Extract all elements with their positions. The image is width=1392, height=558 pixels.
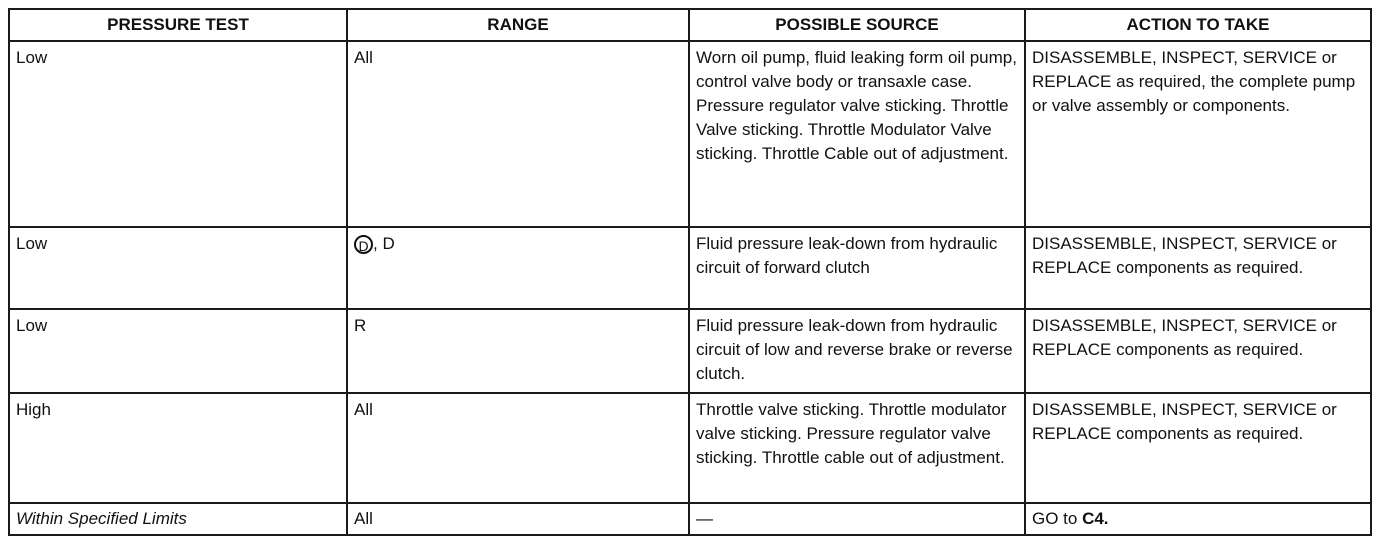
cell-pressure-test: Low: [9, 227, 347, 309]
cell-action: [1025, 503, 1371, 535]
cell-action: DISASSEMBLE, INSPECT, SERVICE or REPLACE components as required.: [1025, 227, 1371, 309]
cell-range: All: [347, 503, 689, 535]
table-header-row: [9, 9, 1371, 41]
cell-range: All: [347, 393, 689, 503]
range-text: , D: [373, 234, 395, 253]
cell-action: DISASSEMBLE, INSPECT, SERVICE or REPLACE components as required.: [1025, 393, 1371, 503]
cell-range: R: [347, 309, 689, 393]
cell-possible-source: Fluid pressure leak-down from hydraulic circuit of forward clutch: [689, 227, 1025, 309]
table-row: [9, 309, 1371, 393]
step-reference: C4.: [1082, 509, 1109, 528]
cell-pressure-test: High: [9, 393, 347, 503]
cell-action: DISASSEMBLE, INSPECT, SERVICE or REPLACE components as required.: [1025, 309, 1371, 393]
header-pressure-test: PRESSURE TEST: [9, 9, 347, 41]
cell-possible-source: Throttle valve sticking. Throttle modulator valve sticking. Pressure regulator valve sticking. Throttle cable out of adjustment.: [689, 393, 1025, 503]
header-action-to-take: ACTION TO TAKE: [1025, 9, 1371, 41]
cell-possible-source: —: [689, 503, 1025, 535]
cell-possible-source: Fluid pressure leak-down from hydraulic circuit of low and reverse brake or reverse clutch.: [689, 309, 1025, 393]
cell-pressure-test: Within Specified Limits: [9, 503, 347, 535]
header-range: RANGE: [347, 9, 689, 41]
action-text: GO to: [1032, 509, 1083, 528]
cell-action: DISASSEMBLE, INSPECT, SERVICE or REPLACE as required, the complete pump or valve assembly or components.: [1025, 41, 1371, 227]
circled-d-overdrive-symbol: D: [354, 235, 373, 254]
cell-pressure-test: Low: [9, 41, 347, 227]
table-row: [9, 393, 1371, 503]
cell-range: All: [347, 41, 689, 227]
table-row: [9, 503, 1371, 535]
table-row: [9, 41, 1371, 227]
pressure-test-diagnosis-table: [8, 8, 1372, 536]
cell-range: [347, 227, 689, 309]
header-possible-source: POSSIBLE SOURCE: [689, 9, 1025, 41]
cell-possible-source: Worn oil pump, fluid leaking form oil pump, control valve body or transaxle case. Pressure regulator valve sticking. Throttle Valve sticking. Throttle Modulator Valve sticking. Throttle Cable out of adjustment.: [689, 41, 1025, 227]
table-row: [9, 227, 1371, 309]
cell-pressure-test: Low: [9, 309, 347, 393]
